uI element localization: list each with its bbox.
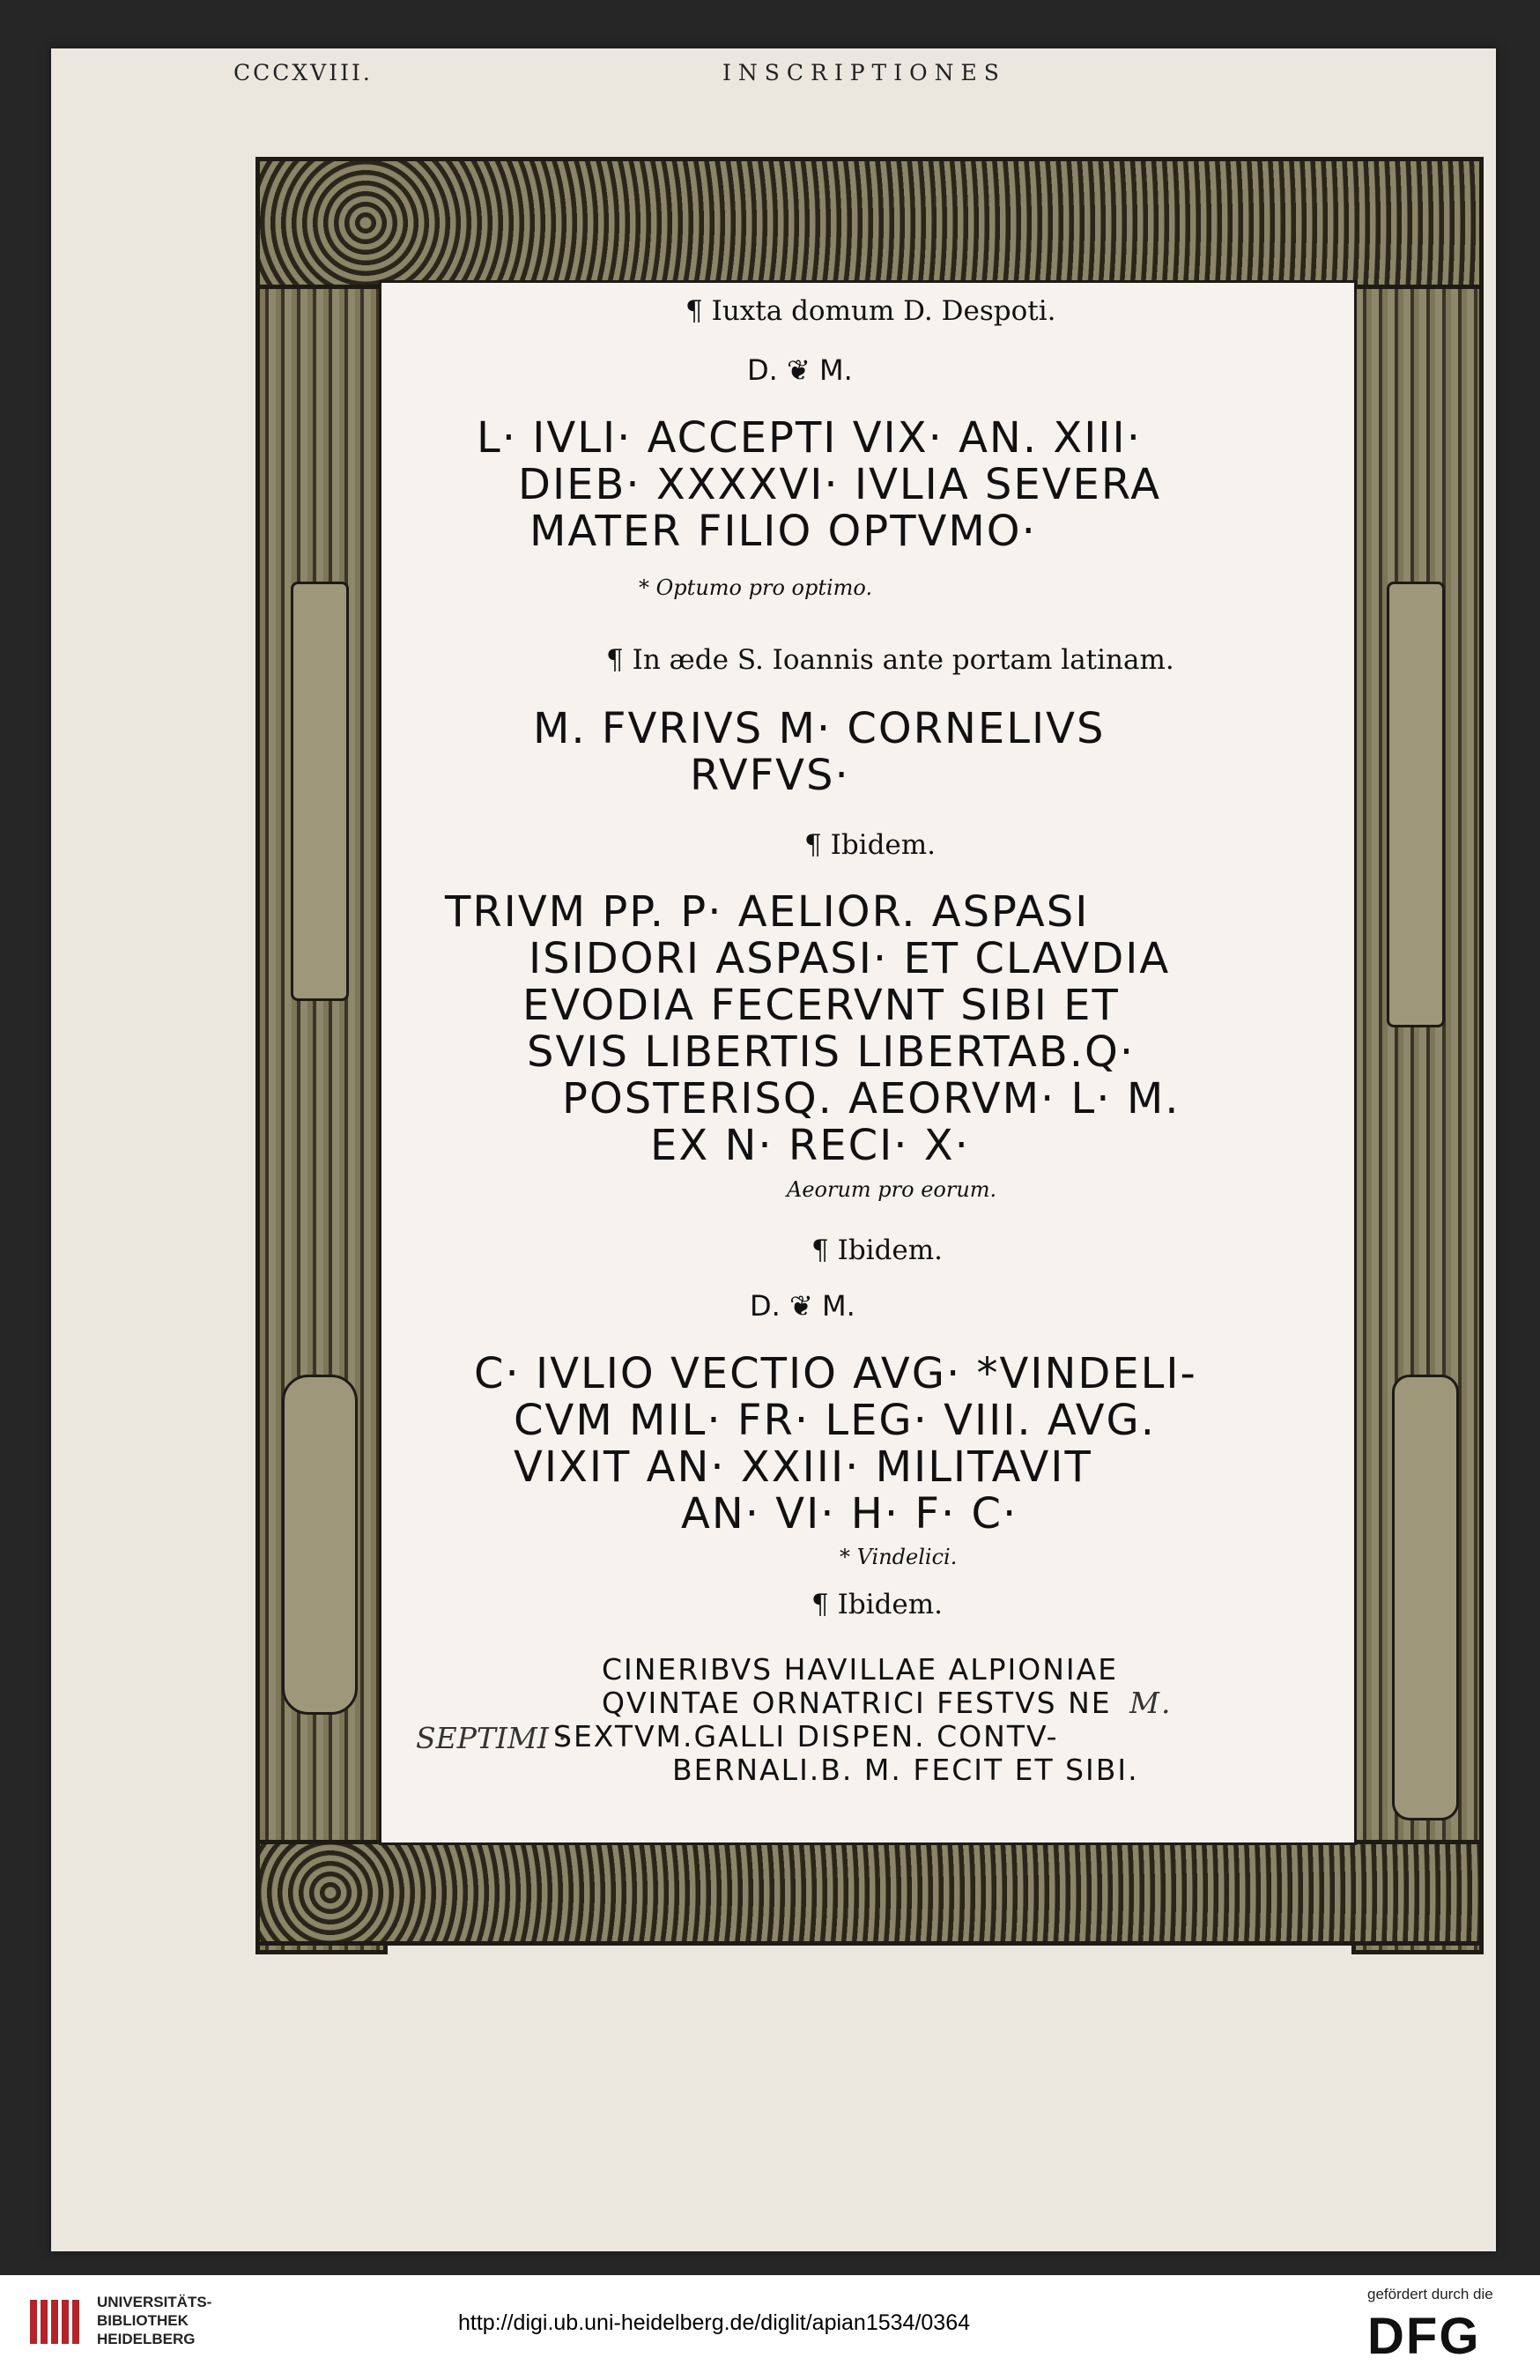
- woodcut-border-top: [255, 157, 1484, 289]
- column-ornament-left: [291, 582, 349, 1001]
- inscription-line: AN· VI· H· F· C·: [681, 1489, 1018, 1538]
- inscription-line: EX N· RECI· X·: [650, 1121, 970, 1170]
- inscription-line: POSTERISQ. AEORVM· L· M.: [562, 1074, 1181, 1123]
- dm-dedication: D. ❦ M.: [747, 353, 853, 387]
- section-heading: ¶ Ibidem.: [811, 1589, 944, 1620]
- funding-label: gefördert durch die: [1367, 2286, 1493, 2302]
- inscription-line: CINERIBVS HAVILLAE ALPIONIAE: [602, 1652, 1119, 1687]
- handwritten-correction: M.: [1129, 1686, 1173, 1720]
- inscription-line: M. FVRIVS M· CORNELIVS: [533, 704, 1106, 753]
- inscription-line: L· IVLI· ACCEPTI VIX· AN. XIII·: [477, 413, 1142, 463]
- dm-dedication: D. ❦ M.: [750, 1289, 855, 1323]
- annotation-note: Aeorum pro eorum.: [787, 1177, 997, 1202]
- library-name-line: BIBLIOTHEK: [97, 2312, 189, 2329]
- inscription-line: RVFVS·: [690, 751, 850, 800]
- handwritten-margin-note: SEPTIMI ·: [416, 1721, 567, 1755]
- footer-bar: [0, 2275, 1540, 2380]
- woodcut-border-bottom: [255, 1840, 1484, 1946]
- library-name-line: HEIDELBERG: [97, 2331, 196, 2347]
- section-heading: ¶ Ibidem.: [811, 1234, 944, 1266]
- section-heading: ¶ Iuxta domum D. Despoti.: [685, 295, 1056, 327]
- permalink-url[interactable]: http://digi.ub.uni-heidelberg.de/diglit/apian1534/0364: [458, 2310, 971, 2335]
- inscription-line: SEXTVM.GALLI DISPEN. CONTV-: [553, 1719, 1059, 1753]
- folio-number: CCCXVIII.: [233, 60, 373, 85]
- inscription-line: DIEB· XXXXVI· IVLIA SEVERA: [518, 460, 1162, 509]
- inscription-panel: [379, 280, 1357, 1845]
- library-name-line: UNIVERSITÄTS-: [97, 2294, 212, 2310]
- inscription-line: CVM MIL· FR· LEG· VIII. AVG.: [514, 1396, 1156, 1445]
- section-heading: ¶ In æde S. Ioannis ante portam latinam.: [606, 644, 1174, 676]
- inscription-line-part: QVINTAE ORNATRICI FESTVS NE: [602, 1686, 1112, 1720]
- ornament-left-lower: [282, 1375, 358, 1715]
- dfg-logo: DFG: [1367, 2308, 1481, 2365]
- annotation-note: * Optumo pro optimo.: [639, 575, 873, 600]
- section-heading: ¶ Ibidem.: [804, 829, 937, 861]
- inscription-line: BERNALI.B. M. FECIT ET SIBI.: [672, 1753, 1139, 1787]
- inscription-line: VIXIT AN· XXIII· MILITAVIT: [514, 1442, 1092, 1492]
- inscription-line: SVIS LIBERTIS LIBERTAB.Q·: [527, 1027, 1136, 1077]
- annotation-note: * Vindelici.: [840, 1545, 958, 1569]
- inscription-line: MATER FILIO OPTVMO·: [529, 507, 1037, 556]
- inscription-line: [602, 1687, 1540, 1720]
- inscription-line: TRIVM PP. P· AELIOR. ASPASI: [445, 887, 1090, 937]
- inscription-line: C· IVLIO VECTIO AVG· *VINDELI-: [474, 1349, 1197, 1398]
- university-library-logo: [26, 2291, 88, 2353]
- inscription-line: EVODIA FECERVNT SIBI ET: [522, 981, 1120, 1030]
- library-name: [97, 2293, 211, 2348]
- inscription-line: ISIDORI ASPASI· ET CLAVDIA: [529, 934, 1171, 983]
- running-title: INSCRIPTIONES: [722, 60, 1006, 85]
